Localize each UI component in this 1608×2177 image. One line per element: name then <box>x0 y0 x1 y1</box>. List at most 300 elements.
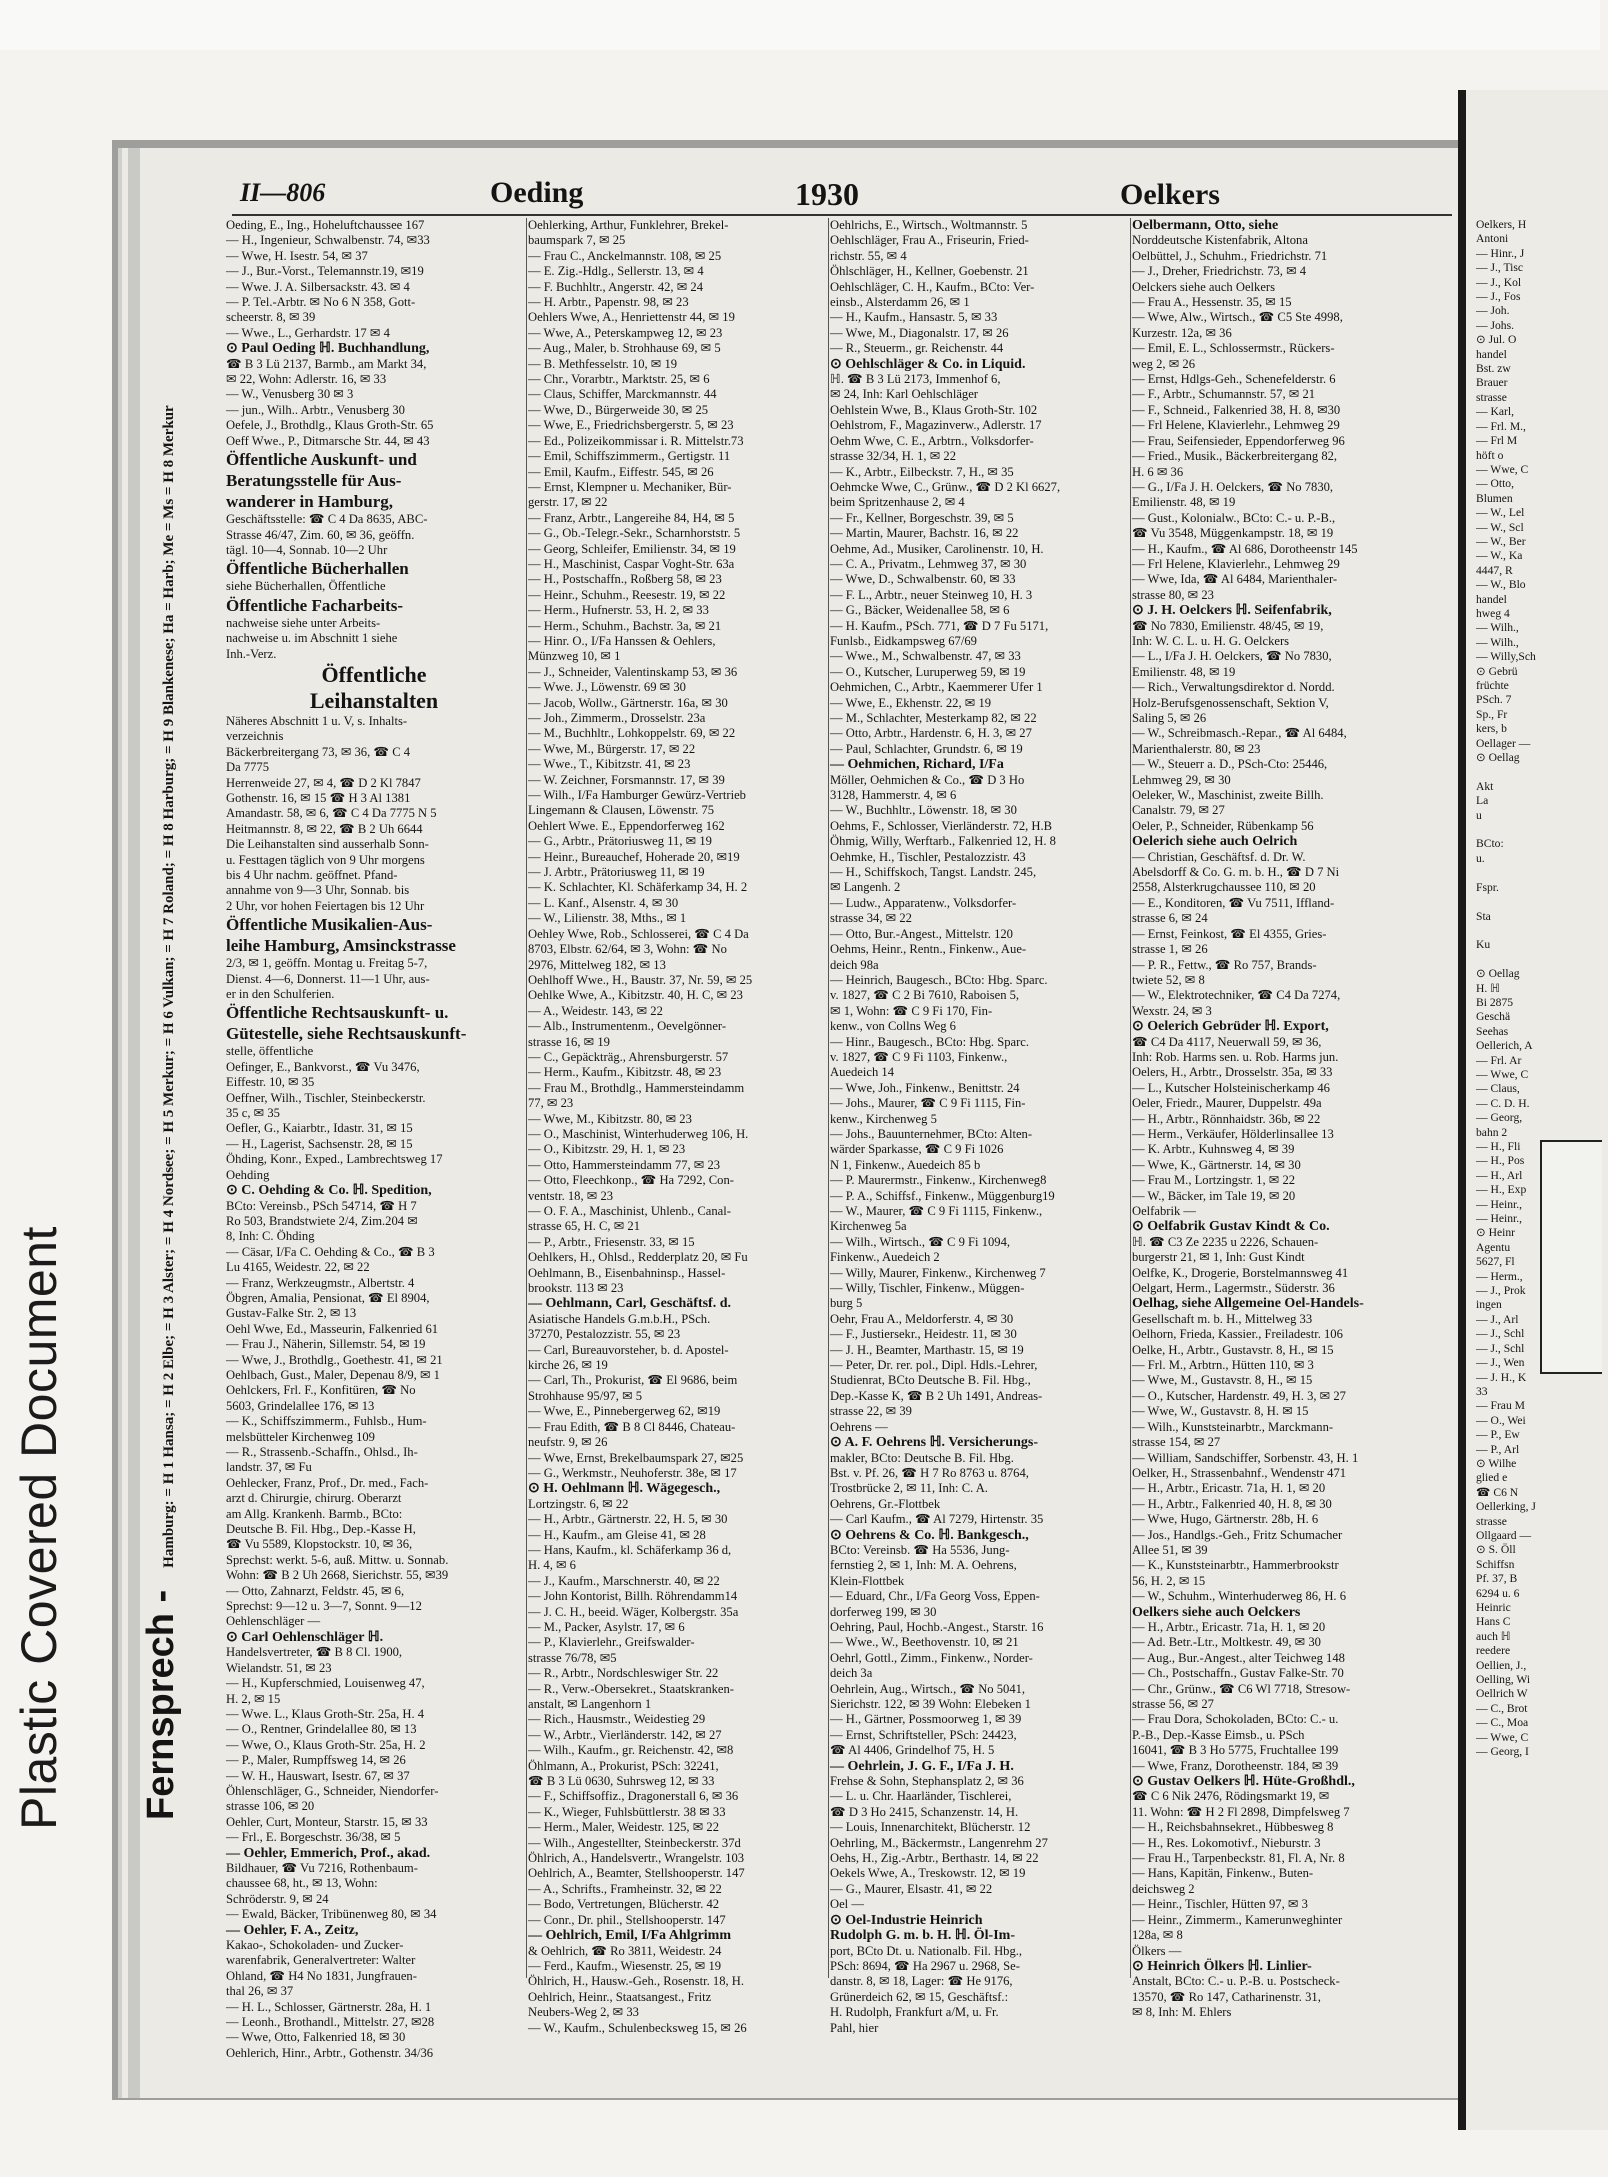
directory-entry-line: Gothenstr. 16, ✉ 15 ☎ H 3 Al 1381 <box>226 790 411 805</box>
directory-entry-line: ⊙ J. H. Oelckers ℍ. Seifenfabrik, <box>1132 603 1332 619</box>
directory-entry-line: Öbgren, Amalia, Pensionat, ☎ El 8904, <box>226 1290 430 1305</box>
directory-entry-line: — O., Kutscher, Luruperweg 59, ✉ 19 <box>830 664 1026 679</box>
directory-entry-line: PSch: 8694, ☎ Ha 2967 u. 2968, Se- <box>830 1958 1020 1973</box>
directory-entry-line: Oehme, Ad., Musiker, Carolinenstr. 10, H. <box>830 541 1044 556</box>
directory-entry-line: — Wwe., L., Gerhardstr. 17 ✉ 4 <box>226 325 390 340</box>
directory-entry-line: 128a, ✉ 8 <box>1132 1928 1183 1943</box>
directory-entry-line: warenfabrik, Generalvertreter: Walter <box>226 1953 416 1968</box>
directory-entry-line: H. Rudolph, Frankfurt a/M, u. Fr. <box>830 2005 999 2020</box>
directory-entry-line: richstr. 55, ✉ 4 <box>830 248 907 263</box>
directory-entry-line: Auedeich 14 <box>830 1065 894 1080</box>
facing-page-line: u. <box>1476 851 1485 865</box>
directory-entry-line: Strohhause 95/97, ✉ 5 <box>528 1388 643 1403</box>
directory-entry-line: Oehler, Curt, Monteur, Starstr. 15, ✉ 33 <box>226 1814 428 1829</box>
directory-entry-line: — Wwe, W., Gustavstr. 8, H. ✉ 15 <box>1132 1404 1309 1419</box>
directory-entry-line: chaussee 68, ht., ✉ 13, Wohn: <box>226 1876 378 1891</box>
facing-page-line: Oellien, J., <box>1476 1658 1527 1672</box>
directory-entry-line: ☎ C 6 Nik 2476, Rödingsmarkt 19, ✉ <box>1132 1789 1330 1804</box>
directory-entry-line: Saling 5, ✉ 26 <box>1132 711 1207 725</box>
directory-entry-line: Oehmcke Wwe, C., Grünw., ☎ D 2 Kl 6627, <box>830 479 1061 494</box>
facing-page-line: — W., Ka <box>1476 549 1523 563</box>
page-number: II—806 <box>240 178 326 207</box>
directory-entry-line: — P., Arbtr., Friesenstr. 33, ✉ 15 <box>528 1234 695 1249</box>
facing-page-line: Oelkers, H <box>1476 218 1527 231</box>
directory-entry-line: Öffentliche Auskunft- und <box>226 450 417 470</box>
directory-entry-line: ☎ C4 Da 4117, Neuerwall 59, ✉ 36, <box>1132 1034 1322 1049</box>
directory-entry-line: Inh.-Verz. <box>226 646 277 661</box>
directory-entry-line: — H. Arbtr., Papenstr. 98, ✉ 23 <box>528 295 689 310</box>
facing-page-line: u <box>1476 808 1482 822</box>
facing-page-line: — J., Kol <box>1476 275 1522 289</box>
directory-entry-line: Gütestelle, siehe Rechtsauskunft- <box>226 1024 467 1044</box>
directory-entry-line: — H., Arbtr., Ericastr. 71a, H. 1, ✉ 20 <box>1132 1619 1326 1634</box>
facing-page-line: Hans C <box>1476 1615 1511 1629</box>
directory-entry-line: — W., Buchhltr., Löwenstr. 18, ✉ 30 <box>830 803 1017 818</box>
directory-entry-line: Oelke, H., Arbtr., Gustavstr. 8, H., ✉ 15 <box>1132 1342 1334 1357</box>
facing-page-line: Agentu <box>1476 1240 1511 1254</box>
column-1 <box>226 218 522 2060</box>
directory-entry-line: — Herm., Schuhm., Bachstr. 3a, ✉ 21 <box>528 618 722 633</box>
directory-entry-line: Oeff Wwe., P., Ditmarsche Str. 44, ✉ 43 <box>226 433 430 448</box>
directory-entry-line: bis 4 Uhr nachm. geöffnet. Pfand- <box>226 868 398 882</box>
facing-page-line: — Frau M <box>1476 1399 1525 1413</box>
directory-entry-line: — P. A., Schiffsf., Finkenw., Müggenburg19 <box>830 1188 1055 1203</box>
facing-page-line: — H., Exp <box>1476 1183 1527 1197</box>
column-2 <box>528 218 824 2035</box>
facing-page-line: ⊙ Gebrü <box>1476 664 1518 678</box>
directory-entry-line: — Hans, Kaufm., kl. Schäferkamp 36 d, <box>528 1542 732 1557</box>
directory-entry-line: — Frau M., Brothdlg., Hammersteindamm <box>528 1080 745 1095</box>
facing-page-line: — J., Wen <box>1476 1356 1525 1370</box>
directory-entry-line: Öffentliche Musikalien-Aus- <box>226 915 433 935</box>
facing-page-line: ⊙ Oellag <box>1476 751 1520 765</box>
directory-entry-line: dorferweg 199, ✉ 30 <box>830 1604 937 1619</box>
directory-entry-line: — L., Kutscher Holsteinischerkamp 46 <box>1132 1080 1330 1095</box>
directory-entry-line: — Wwe, Ida, ☎ Al 6484, Marienthaler- <box>1132 572 1338 587</box>
facing-page-line: — J. H., K <box>1476 1370 1527 1384</box>
facing-page-line: H. ℍ <box>1476 981 1501 995</box>
directory-entry-line: — R., Strassenb.-Schaffn., Ohlsd., Ih- <box>226 1445 418 1459</box>
facing-page-line: Akt <box>1476 779 1494 793</box>
directory-entry-line: — W., Lilienstr. 38, Mths., ✉ 1 <box>528 911 687 926</box>
facing-page-line: Oellrich W <box>1476 1687 1528 1701</box>
directory-entry-line: — Wwe., T., Kibitzstr. 41, ✉ 23 <box>528 757 691 772</box>
directory-entry-line: — G., Maurer, Elsastr. 41, ✉ 22 <box>830 1881 993 1896</box>
directory-entry-line: — Conr., Dr. phil., Stellshooperstr. 147 <box>528 1912 726 1927</box>
facing-page-line: ☎ C6 N <box>1476 1485 1519 1499</box>
facing-page-ad-box <box>1540 1140 1602 1374</box>
facing-page-line: — W., Ber <box>1476 534 1526 548</box>
directory-entry-line: tägl. 10—4, Sonnab. 10—2 Uhr <box>226 542 388 557</box>
directory-entry-line: — Frau Edith, ☎ B 8 Cl 8446, Chateau- <box>528 1419 736 1434</box>
directory-entry-line: — Oehrlein, J. G. F., I/Fa J. H. <box>830 1758 1014 1774</box>
directory-entry-line: ✉ 1, Wohn: ☎ C 9 Fi 170, Fin- <box>830 1003 993 1018</box>
header-year: 1930 <box>795 176 859 212</box>
directory-entry-line: ✉ 22, Wohn: Adlerstr. 16, ✉ 33 <box>226 372 387 387</box>
directory-entry-line: — H., Arbtr., Ericastr. 71a, H. 1, ✉ 20 <box>1132 1481 1326 1496</box>
directory-entry-line: Kurzestr. 12a, ✉ 36 <box>1132 325 1232 340</box>
directory-entry-line: — K., Wieger, Fuhlsbüttlerstr. 38 ✉ 33 <box>528 1804 726 1819</box>
directory-entry-line: fernstieg 2, ✉ 1, Inh: M. A. Oehrens, <box>830 1558 1017 1573</box>
facing-page-line: — W., Lel <box>1476 506 1525 520</box>
directory-entry-line: — G., Ob.-Telegr.-Sekr., Scharnhorststr. 5 <box>528 526 741 541</box>
directory-entry-line: H. 4, ✉ 6 <box>528 1558 576 1573</box>
directory-entry-line: Oehs, H., Zig.-Arbtr., Berthastr. 14, ✉ 22 <box>830 1851 1039 1866</box>
directory-entry-line: nachweise u. im Abschnitt 1 siehe <box>226 631 398 646</box>
directory-entry-line: Lehmweg 29, ✉ 30 <box>1132 772 1231 787</box>
facing-page-line: La <box>1476 794 1489 808</box>
directory-entry-line: — J., Kaufm., Marschnerstr. 40, ✉ 22 <box>528 1573 720 1588</box>
directory-entry-line: — H., Maschinist, Caspar Voght-Str. 63a <box>528 556 735 571</box>
directory-entry-line: strasse 76/78, ✉5 <box>528 1650 617 1665</box>
directory-entry-line: Amandastr. 58, ✉ 6, ☎ C 4 Da 7775 N 5 <box>226 806 437 821</box>
directory-entry-line: Studienrat, BCto Deutsche B. Fil. Hbg., <box>830 1373 1031 1388</box>
directory-entry-line: — Wwe, A., Peterskampweg 12, ✉ 23 <box>528 325 723 340</box>
directory-entry-line: Oehms, F., Schlosser, Vierländerstr. 72, H.B <box>830 818 1053 833</box>
facing-page-line: — H., Arl <box>1476 1168 1523 1182</box>
directory-entry-line: — Frau H., Tarpenbeckstr. 81, Fl. A, Nr. 8 <box>1132 1851 1345 1866</box>
directory-entry-line: — Gust., Kolonialw., BCto: C.- u. P.-B., <box>1132 510 1336 525</box>
directory-entry-line: Heitmannstr. 8, ✉ 22, ☎ B 2 Uh 6644 <box>226 821 423 836</box>
directory-entry-line: Sierichstr. 122, ✉ 39 Wohn: Elebeken 1 <box>830 1697 1031 1711</box>
directory-entry-line: 35 c, ✉ 35 <box>226 1106 280 1121</box>
directory-entry-line: — W., Kaufm., Schulenbecksweg 15, ✉ 26 <box>528 2020 747 2035</box>
directory-entry-line: Oelfke, K., Drogerie, Borstelmannsweg 41 <box>1132 1265 1349 1280</box>
facing-page-line: ⊙ S. Öll <box>1476 1543 1516 1557</box>
directory-entry-line: — Otto, Fleechkonp., ☎ Ha 7292, Con- <box>528 1173 734 1188</box>
directory-entry-line: Wohn: ☎ B 2 Uh 2668, Sierichstr. 55, ✉39 <box>226 1568 449 1583</box>
directory-entry-line: — Wwe. J. A. Silbersackstr. 43. ✉ 4 <box>226 279 410 294</box>
directory-entry-line: — O., Rentner, Grindelallee 80, ✉ 13 <box>226 1722 417 1737</box>
facing-page-edge <box>1458 90 1608 2130</box>
directory-entry-line: — H., Schiffskoch, Tangst. Landstr. 245, <box>830 865 1037 880</box>
directory-entry-line: — Wwe, E., Friedrichsbergerstr. 5, ✉ 23 <box>528 418 734 433</box>
directory-entry-line: v. 1827, ☎ C 9 Fi 1103, Finkenw., <box>830 1049 1008 1064</box>
facing-page-line: Heinric <box>1476 1601 1511 1614</box>
directory-entry-line: — jun., Wilh.. Arbtr., Venusberg 30 <box>226 402 405 417</box>
directory-entry-line: — H. Kaufm., PSch. 771, ☎ D 7 Fu 5171, <box>830 618 1049 633</box>
directory-entry-line: ⊙ Oel-Industrie Heinrich <box>830 1912 983 1928</box>
directory-entry-line: ⊙ Heinrich Ölkers ℍ. Linlier- <box>1132 1958 1312 1974</box>
facing-page-line: — C., Brot <box>1476 1701 1528 1715</box>
directory-entry-line: Oekels Wwe, A., Treskowstr. 12, ✉ 19 <box>830 1866 1026 1881</box>
page-binding <box>128 148 140 2098</box>
directory-entry-line: — Ed., Polizeikommissar i. R. Mittelstr.73 <box>528 433 744 448</box>
directory-entry-line: — H., Gärtner, Possmoorweg 1, ✉ 39 <box>830 1712 1022 1727</box>
directory-entry-line: Inh: Rob. Harms sen. u. Rob. Harms jun. <box>1132 1049 1339 1064</box>
directory-entry-line: Oelckers siehe auch Oelkers <box>1132 279 1276 294</box>
directory-entry-line: ⊙ C. Oehding & Co. ℍ. Spedition, <box>226 1183 432 1199</box>
directory-entry-line: Herrenweide 27, ✉ 4, ☎ D 2 Kl 7847 <box>226 775 421 790</box>
directory-entry-line: Strasse 46/47, Zim. 60, ✉ 36, geöffn. <box>226 527 415 542</box>
directory-entry-line: — H., Kaufm., Hansastr. 5, ✉ 33 <box>830 310 998 325</box>
directory-entry-line: — Hinr. O., I/Fa Hanssen & Oehlers, <box>528 633 716 648</box>
directory-entry-line: arzt d. Chirurgie, chirurg. Oberarzt <box>226 1491 402 1506</box>
facing-page-line: — Hinr., J <box>1476 246 1525 260</box>
directory-entry-line: — Peter, Dr. rer. pol., Dipl. Hdls.-Lehrer, <box>830 1358 1038 1373</box>
directory-entry-line: — Otto, Hammersteindamm 77, ✉ 23 <box>528 1157 721 1172</box>
facing-page-line: — Wilh., <box>1476 621 1519 635</box>
directory-entry-line: 56, H. 2, ✉ 15 <box>1132 1573 1206 1588</box>
facing-page-line: ingen <box>1476 1298 1502 1312</box>
directory-entry-line: Deutsche B. Fil. Hbg., Dep.-Kasse H, <box>226 1522 416 1537</box>
directory-entry-line: — Heinrich, Baugesch., BCto: Hbg. Sparc. <box>830 972 1048 987</box>
directory-entry-line: u. Festtagen täglich von 9 Uhr morgens <box>226 852 425 867</box>
directory-entry-line: ℍ. ☎ B 3 Lü 2173, Immenhof 6, <box>830 372 1001 387</box>
directory-entry-line: Canalstr. 79, ✉ 27 <box>1132 803 1225 818</box>
directory-entry-line: — G., Werkmstr., Neuhoferstr. 38e, ✉ 17 <box>528 1465 737 1480</box>
directory-entry-line: — R., Steuerm., gr. Reichenstr. 44 <box>830 341 1004 356</box>
scan-top-band <box>0 0 1600 50</box>
directory-entry-line: Oehr, Frau A., Meldorferstr. 4, ✉ 30 <box>830 1311 1014 1326</box>
directory-entry-line: strasse 106, ✉ 20 <box>226 1799 315 1814</box>
directory-entry-line: Oefler, G., Kaiarbtr., Idastr. 31, ✉ 15 <box>226 1121 413 1136</box>
directory-entry-line: — Alb., Instrumentenm., Oevelgönner- <box>528 1019 727 1034</box>
directory-entry-line: — M., Packer, Asylstr. 17, ✉ 6 <box>528 1619 685 1634</box>
directory-entry-line: — Bodo, Vertretungen, Blücherstr. 42 <box>528 1897 720 1912</box>
directory-entry-line: — Heinr., Tischler, Hütten 97, ✉ 3 <box>1132 1897 1308 1912</box>
directory-entry-line: baumspark 7, ✉ 25 <box>528 233 626 248</box>
facing-page-line: 33 <box>1476 1384 1488 1398</box>
directory-entry-line: scheerstr. 8, ✉ 39 <box>226 310 316 325</box>
directory-entry-line: — Ernst, Schriftsteller, PSch: 24423, <box>830 1727 1017 1742</box>
directory-entry-line: Ro 503, Brandstwiete 2/4, Zim.204 ✉ <box>226 1213 418 1228</box>
directory-entry-line: — P. Tel.-Arbtr. ✉ No 6 N 358, Gott- <box>226 295 416 310</box>
directory-entry-line: neufstr. 9, ✉ 26 <box>528 1435 608 1450</box>
directory-entry-line: strasse 34, ✉ 22 <box>830 911 912 926</box>
facing-page-line: — C., Moa <box>1476 1716 1529 1730</box>
directory-entry-line: Öhlenschläger, G., Schneider, Niendorfer- <box>226 1783 439 1798</box>
directory-entry-line: — Frl Helene, Klavierlehr., Lehmweg 29 <box>1132 556 1340 571</box>
directory-entry-line: — P., Maler, Rumpffsweg 14, ✉ 26 <box>226 1753 406 1768</box>
directory-entry-line: strasse 1, ✉ 26 <box>1132 942 1208 957</box>
directory-entry-line: — Wilh., I/Fa Hamburger Gewürz-Vertrieb <box>528 788 746 803</box>
directory-entry-line: v. 1827, ☎ C 2 Bi 7610, Raboisen 5, <box>830 988 1020 1003</box>
directory-entry-line: — W., Elektrotechniker, ☎ C4 Da 7274, <box>1132 988 1341 1003</box>
directory-entry-line: — Wwe. L., Klaus Groth-Str. 25a, H. 4 <box>226 1706 425 1721</box>
facing-page-line: Oelling, Wi <box>1476 1673 1531 1687</box>
directory-entry-line: — J., Bur.-Vorst., Telemannstr.19, ✉19 <box>226 264 424 279</box>
directory-entry-line: — Chr., Vorarbtr., Marktstr. 25, ✉ 6 <box>528 372 710 387</box>
facing-page-line: Oellerich, A <box>1476 1039 1533 1053</box>
directory-entry-line: ventstr. 18, ✉ 23 <box>528 1188 614 1203</box>
directory-entry-line: 11. Wohn: ☎ H 2 Fl 2898, Dimpfelsweg 7 <box>1132 1804 1350 1819</box>
directory-entry-line: Oehrens, Gr.-Flottbek <box>830 1496 941 1511</box>
directory-entry-line: — Frau A., Hessenstr. 35, ✉ 15 <box>1132 295 1292 310</box>
directory-entry-line: — Oehler, Emmerich, Prof., akad. <box>226 1845 431 1861</box>
directory-entry-line: — Frau M., Lortzingstr. 1, ✉ 22 <box>1132 1173 1296 1188</box>
directory-entry-line: — Wilh., Angestellter, Steinbeckerstr. 37d <box>528 1835 741 1850</box>
directory-entry-line: Oelfabrik — <box>1132 1204 1196 1218</box>
facing-page-line <box>1476 765 1536 779</box>
column-3 <box>830 218 1126 2035</box>
header-left-keyword: Oeding <box>490 176 584 209</box>
directory-entry-line: Lingemann & Clausen, Löwenstr. 75 <box>528 803 715 818</box>
directory-entry-line: — F. Buchhltr., Angerstr. 42, ✉ 24 <box>528 279 704 294</box>
directory-entry-line: — G., I/Fa J. H. Oelckers, ☎ No 7830, <box>1132 479 1334 494</box>
directory-entry-line: — A., Schrifts., Framheinstr. 32, ✉ 22 <box>528 1881 722 1896</box>
directory-entry-line: — Frl. M., Arbtrn., Hütten 110, ✉ 3 <box>1132 1358 1314 1373</box>
directory-entry-line: — Oehlmann, Carl, Geschäftsf. d. <box>528 1296 731 1312</box>
directory-entry-line: — Frau C., Anckelmannstr. 108, ✉ 25 <box>528 248 722 263</box>
directory-entry-line: Oeding, E., Ing., Hoheluftchaussee 167 <box>226 218 425 232</box>
directory-entry-line: — Aug., Maler, b. Strohhause 69, ✉ 5 <box>528 341 721 356</box>
directory-entry-line: Inh: W. C. L. u. H. G. Oelckers <box>1132 633 1290 648</box>
facing-page-line: auch ℍ <box>1476 1629 1511 1643</box>
directory-entry-line: — H., Lagerist, Sachsenstr. 28, ✉ 15 <box>226 1136 413 1151</box>
directory-entry-line: — Willy, Tischler, Finkenw., Müggen- <box>830 1281 1025 1296</box>
directory-entry-line: burg 5 <box>830 1296 863 1311</box>
directory-entry-line: Asiatische Handels G.m.b.H., PSch. <box>528 1311 711 1326</box>
directory-entry-line: — K. Schlachter, Kl. Schäferkamp 34, H. 2 <box>528 880 748 895</box>
directory-entry-line: — F., Justiersekr., Heidestr. 11, ✉ 30 <box>830 1327 1017 1342</box>
directory-entry-line: — H., Res. Lokomotivf., Nieburstr. 3 <box>1132 1835 1321 1850</box>
facing-page-line: 6294 u. 6 <box>1476 1586 1520 1600</box>
directory-entry-line: Eiffestr. 10, ✉ 35 <box>226 1075 315 1090</box>
directory-entry-line: — Georg, Schleifer, Emilienstr. 34, ✉ 19 <box>528 541 736 556</box>
directory-entry-line: strasse 65, H. C, ✉ 21 <box>528 1219 640 1234</box>
directory-entry-line: Wexstr. 24, ✉ 3 <box>1132 1003 1212 1018</box>
directory-entry-line: 2976, Mittelweg 182, ✉ 13 <box>528 957 666 972</box>
directory-entry-line: — Wwe, J., Brothdlg., Goethestr. 41, ✉ 21 <box>226 1352 443 1367</box>
directory-entry-line: Abelsdorff & Co. G. m. b. H., ☎ D 7 Ni <box>1132 865 1340 880</box>
directory-entry-line: — H., Kaufm., ☎ Al 686, Dorotheenstr 145 <box>1132 541 1358 556</box>
directory-entry-line: 3128, Hammerstr. 4, ✉ 6 <box>830 788 957 803</box>
facing-page-line: — J., Schl <box>1476 1341 1525 1355</box>
directory-entry-line: — Wwe, M., Kibitzstr. 80, ✉ 23 <box>528 1111 692 1126</box>
facing-page-line: PSch. 7 <box>1476 693 1512 707</box>
directory-entry-line: — Frl Helene, Klavierlehr., Lehmweg 29 <box>1132 418 1340 433</box>
directory-entry-line: 77, ✉ 23 <box>528 1096 574 1111</box>
facing-page-line: hweg 4 <box>1476 606 1510 620</box>
directory-entry-line: Oehlrich, A., Beamter, Stellshooperstr. 147 <box>528 1866 745 1881</box>
directory-entry-line: Öffentliche Facharbeits- <box>226 595 404 615</box>
directory-entry-line: Klein-Flottbek <box>830 1573 905 1588</box>
directory-entry-line: — John Kontorist, Billh. Röhrendamm14 <box>528 1589 738 1604</box>
directory-entry-line: H. 2, ✉ 15 <box>226 1691 281 1706</box>
directory-entry-line: Die Leihanstalten sind ausserhalb Sonn- <box>226 837 429 852</box>
directory-entry-line: Gustav-Falke Str. 2, ✉ 13 <box>226 1306 357 1321</box>
facing-page-line: ⊙ Wilhe <box>1476 1456 1517 1470</box>
directory-entry-line: — Franz, Werkzeugmstr., Albertstr. 4 <box>226 1275 415 1290</box>
directory-entry-line: Oel — <box>830 1897 864 1912</box>
directory-entry-line: — Ernst, Feinkost, ☎ El 4355, Gries- <box>1132 926 1327 941</box>
directory-entry-line: er in den Schulferien. <box>226 987 335 1002</box>
facing-page-line: — Karl, <box>1476 405 1514 419</box>
directory-entry-line: — Wwe, H. Isestr. 54, ✉ 37 <box>226 248 368 263</box>
directory-entry-line: Rudolph G. m. b. H. ℍ. Öl-Im- <box>830 1928 1015 1944</box>
directory-entry-line: — Rich., Verwaltungsdirektor d. Nordd. <box>1132 680 1335 695</box>
directory-entry-line: Oehms, Heinr., Rentn., Finkenw., Aue- <box>830 942 1027 957</box>
directory-entry-line: — A., Weidestr. 143, ✉ 22 <box>528 1003 663 1018</box>
directory-entry-line: Oehmke, H., Tischler, Pestalozzistr. 43 <box>830 849 1026 864</box>
directory-entry-line: Allee 51, ✉ 39 <box>1132 1542 1208 1557</box>
facing-page-line: — P., Arl <box>1476 1442 1520 1456</box>
directory-entry-line: — G., Bäcker, Weidenallee 58, ✉ 6 <box>830 603 1010 618</box>
facing-page-line <box>1476 866 1536 880</box>
facing-page-line: Blumen <box>1476 491 1513 505</box>
directory-entry-line: twiete 52, ✉ 8 <box>1132 972 1205 987</box>
directory-entry-line: — Cäsar, I/Fa C. Oehding & Co., ☎ B 3 <box>226 1244 435 1259</box>
facing-page-line: — Herm., <box>1476 1269 1523 1283</box>
directory-entry-line: — Emil, E. L., Schlossermstr., Rückers- <box>1132 341 1335 356</box>
directory-entry-line: landstr. 37, ✉ Fu <box>226 1460 312 1475</box>
directory-entry-line: — Wwe, O., Klaus Groth-Str. 25a, H. 2 <box>226 1737 426 1752</box>
directory-entry-line: Oeleker, W., Maschinist, zweite Billh. <box>1132 788 1324 803</box>
directory-entry-line: ☎ B 3 Lü 2137, Barmb., am Markt 34, <box>226 356 427 371</box>
directory-entry-line: gerstr. 17, ✉ 22 <box>528 495 608 510</box>
facing-page-line: Seehas <box>1476 1024 1509 1038</box>
directory-entry-line: — J., Schneider, Valentinskamp 53, ✉ 36 <box>528 664 738 679</box>
directory-entry-line: — H., Arbtr., Falkenried 40, H. 8, ✉ 30 <box>1132 1496 1332 1511</box>
directory-entry-line: Oehrl, Gottl., Zimm., Finkenw., Norder- <box>830 1650 1033 1665</box>
directory-entry-line: — W., Arbtr., Vierländerstr. 142, ✉ 27 <box>528 1727 722 1742</box>
directory-entry-line: — W., Steuerr a. D., PSch-Cto: 25446, <box>1132 757 1328 772</box>
directory-entry-line: — Hinr., Baugesch., BCto: Hbg. Sparc. <box>830 1034 1030 1049</box>
directory-entry-line: P.-B., Dep.-Kasse Eimsb., u. PSch <box>1132 1727 1305 1742</box>
directory-entry-line: — R., Arbtr., Nordschleswiger Str. 22 <box>528 1666 719 1681</box>
directory-entry-line: — K., Kunststeinarbtr., Hammerbrookstr <box>1132 1558 1339 1573</box>
directory-entry-line: ⊙ H. Oehlmann ℍ. Wägegesch., <box>528 1481 721 1497</box>
directory-entry-line: strasse 6, ✉ 24 <box>1132 911 1208 926</box>
directory-entry-line: Bst. v. Pf. 26, ☎ H 7 Ro 8763 u. 8764, <box>830 1465 1029 1480</box>
directory-entry-line: — K., Arbtr., Eilbeckstr. 7, H., ✉ 35 <box>830 464 1014 479</box>
directory-entry-line: — Jacob, Wollw., Gärtnerstr. 16a, ✉ 30 <box>528 695 728 710</box>
directory-entry-line: Bildhauer, ☎ Vu 7216, Rothenbaum- <box>226 1860 418 1875</box>
directory-entry-line: Beratungsstelle für Aus- <box>226 471 402 491</box>
directory-entry-line: deich 3a <box>830 1666 873 1681</box>
directory-entry-line: Grünerdeich 62, ✉ 15, Geschäftsf.: <box>830 1989 1009 2004</box>
directory-entry-line: ☎ B 3 Lü 0630, Suhrsweg 12, ✉ 33 <box>528 1774 715 1789</box>
directory-entry-line: — Wwe, D., Bürgerweide 30, ✉ 25 <box>528 402 709 417</box>
directory-entry-line: — Wwe, M., Diagonalstr. 17, ✉ 26 <box>830 325 1009 340</box>
facing-page-text <box>1466 90 1540 1978</box>
directory-entry-line: — Martin, Maurer, Bachstr. 16, ✉ 22 <box>830 526 1019 541</box>
directory-entry-line: Öhlschläger, H., Kellner, Goebenstr. 21 <box>830 264 1029 279</box>
directory-entry-line: deich 98a <box>830 957 879 972</box>
directory-entry-line: — W., Schreibmasch.-Repar., ☎ Al 6484, <box>1132 726 1347 741</box>
directory-entry-line: Oehm Wwe, C. E., Arbtrn., Volksdorfer- <box>830 433 1034 448</box>
facing-page-line: — Georg, <box>1476 1111 1523 1125</box>
facing-page-line: — Heinr., <box>1476 1212 1523 1226</box>
directory-entry-line: — Rich., Hausmstr., Weidestieg 29 <box>528 1712 706 1727</box>
directory-entry-line: — Oehler, F. A., Zeitz, <box>226 1922 359 1938</box>
directory-entry-line: Sprechst: 9—12 u. 3—7, Sonnt. 9—12 <box>226 1599 422 1614</box>
directory-entry-line: Oefele, J., Brothdlg., Klaus Groth-Str. 65 <box>226 418 434 433</box>
directory-entry-line: — Heinr., Schuhm., Reesestr. 19, ✉ 22 <box>528 587 726 602</box>
directory-entry-line: — Carl, Th., Prokurist, ☎ El 9686, beim <box>528 1373 738 1388</box>
directory-entry-line: Oeffner, Wilh., Tischler, Steinbeckerstr. <box>226 1090 426 1105</box>
directory-entry-line: 13570, ☎ Ro 147, Catharinenstr. 31, <box>1132 1989 1321 2004</box>
directory-entry-line: ☎ Al 4406, Grindelhof 75, H. 5 <box>830 1743 995 1758</box>
directory-entry-line: ⊙ Paul Oeding ℍ. Buchhandlung, <box>226 341 430 357</box>
facing-page-line: Brauer <box>1476 376 1508 390</box>
directory-entry-line: Oehlers Wwe, A., Henriettenstr 44, ✉ 19 <box>528 310 735 325</box>
directory-entry-line: Dep.-Kasse K, ☎ B 2 Uh 1491, Andreas- <box>830 1388 1043 1403</box>
directory-entry-line: siehe Bücherhallen, Öffentliche <box>226 579 386 594</box>
directory-entry-line: ⊙ Oelerich Gebrüder ℍ. Export, <box>1132 1019 1329 1035</box>
directory-entry-line: Lortzingstr. 6, ✉ 22 <box>528 1496 629 1511</box>
directory-entry-line: — Herm., Verkäufer, Hölderlinsallee 13 <box>1132 1126 1334 1141</box>
directory-entry-line: Kakao-, Schokoladen- und Zucker- <box>226 1938 404 1952</box>
directory-entry-line: Oehmichen, C., Arbtr., Kaemmerer Ufer 1 <box>830 680 1043 695</box>
facing-page-line: bahn 2 <box>1476 1125 1508 1139</box>
facing-page-line: Sp., Fr <box>1476 707 1508 721</box>
facing-page-line: ⊙ Jul. O <box>1476 333 1517 347</box>
directory-entry-line: — Frl., E. Borgeschstr. 36/38, ✉ 5 <box>226 1830 401 1845</box>
directory-entry-line: Ohland, ☎ H4 No 1831, Jungfrauen- <box>226 1968 417 1983</box>
directory-entry-line: — Otto, Zahnarzt, Feldstr. 45, ✉ 6, <box>226 1583 405 1598</box>
